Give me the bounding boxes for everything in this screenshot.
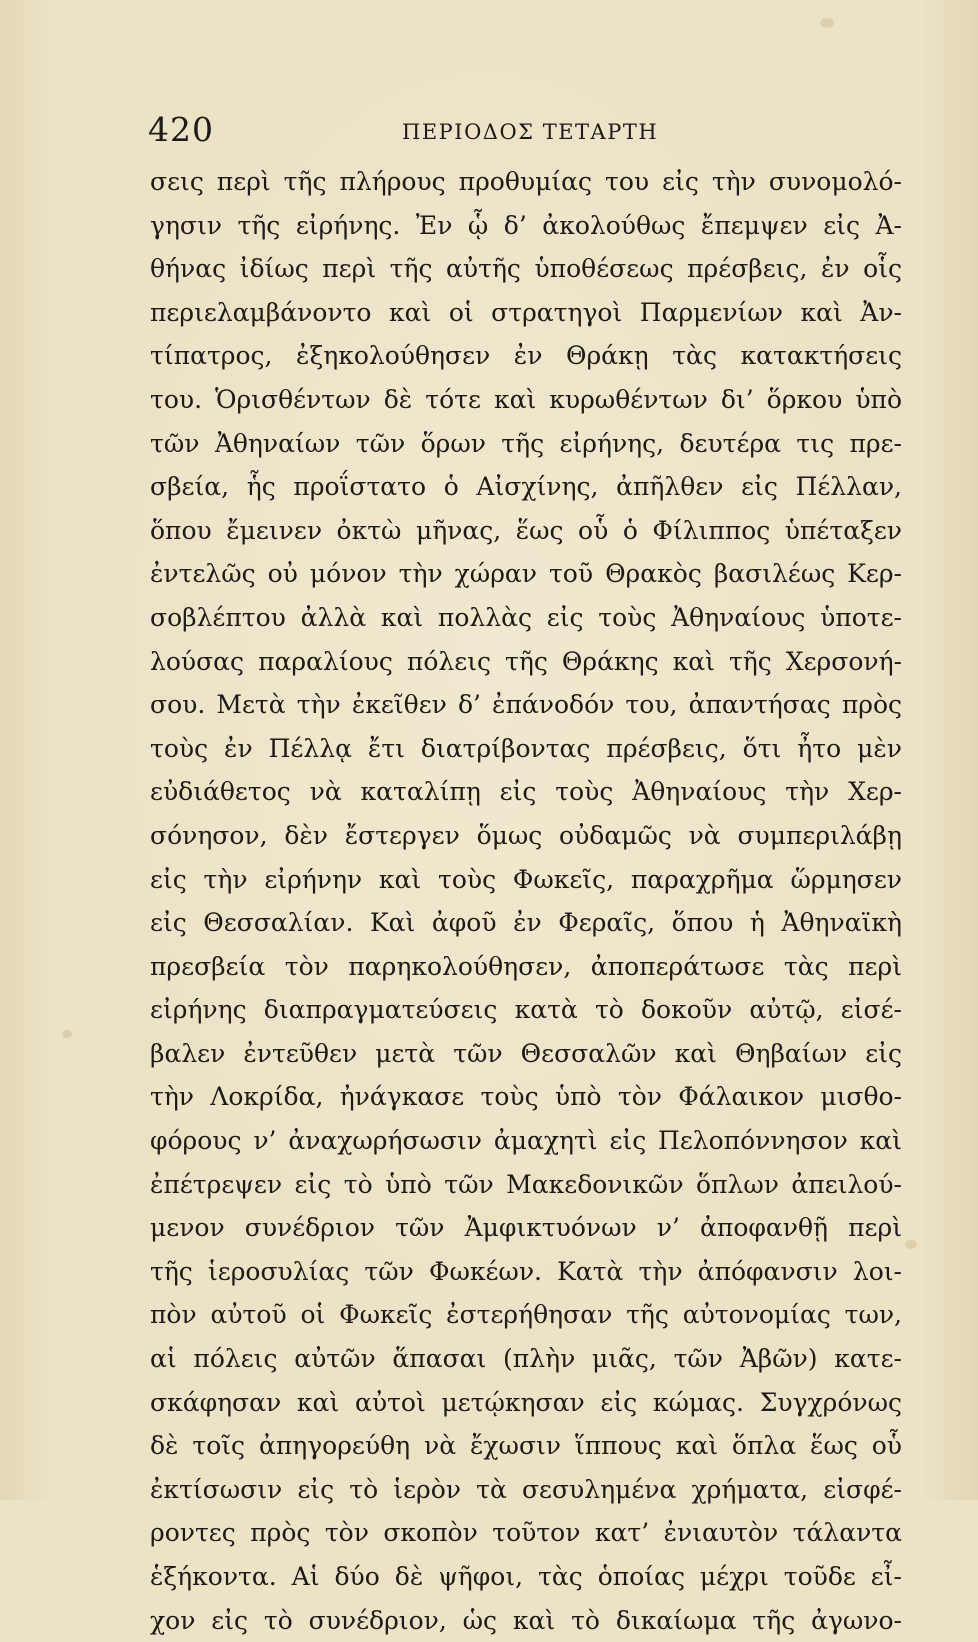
text-line: τίπατρος, ἐξηκολούθησεν ἐν Θράκῃ τὰς κατακτήσεις <box>150 341 902 371</box>
text-line: ἐντελῶς οὐ μόνον τὴν χώραν τοῦ Θρακὸς βασιλέως Κερ- <box>150 559 902 589</box>
text-line: ἑξήκοντα. Αἱ δύο δὲ ψῆφοι, τὰς ὁποίας μέχρι τοῦδε εἶ- <box>150 1562 902 1591</box>
text-line: τῆς ἱεροσυλίας τῶν Φωκέων. Κατὰ τὴν ἀπόφανσιν λοι- <box>150 1256 902 1286</box>
text-line: πρεσβεία τὸν παρηκολούθησεν, ἀποπεράτωσε τὰς περὶ <box>150 951 902 981</box>
text-line: εὐδιάθετος νὰ καταλίπῃ εἰς τοὺς Ἀθηναίους τὴν Χερ- <box>150 777 902 807</box>
body-text <box>150 160 910 1642</box>
text-line: θήνας ἰδίως περὶ τῆς αὐτῆς ὑποθέσεως πρέσβεις, ἐν οἷς <box>150 254 902 284</box>
text-line: ἐπέτρεψεν εἰς τὸ ὑπὸ τῶν Μακεδονικῶν ὅπλων ἀπειλού- <box>150 1169 902 1199</box>
paper-stain <box>820 18 834 28</box>
text-line: ροντες πρὸς τὸν σκοπὸν τοῦτον κατ’ ἐνιαυτὸν τάλαντα <box>150 1518 902 1548</box>
text-line: τοὺς ἐν Πέλλᾳ ἔτι διατρίβοντας πρέσβεις, ὅτι ἦτο μὲν <box>150 733 902 763</box>
text-line: ἐκτίσωσιν εἰς τὸ ἱερὸν τὰ σεσυλημένα χρήματα, εἰσφέ- <box>150 1474 902 1504</box>
running-title: ΠΕΡΙΟΔΟΣ ΤΕΤΑΡΤΗ <box>402 120 659 144</box>
text-line: του. Ὁρισθέντων δὲ τότε καὶ κυρωθέντων δι’ ὅρκου ὑπὸ <box>150 384 902 414</box>
text-line: σου. Μετὰ τὴν ἐκεῖθεν δ’ ἐπάνοδόν του, ἀπαντήσας πρὸς <box>150 690 902 720</box>
text-line: μενον συνέδριον τῶν Ἀμφικτυόνων ν’ ἀποφανθῇ περὶ <box>150 1213 902 1243</box>
paper-stain <box>62 1030 72 1038</box>
text-line: εἰς τὴν εἰρήνην καὶ τοὺς Φωκεῖς, παραχρῆμα ὥρμησεν <box>150 864 902 894</box>
text-line: βαλεν ἐντεῦθεν μετὰ τῶν Θεσσαλῶν καὶ Θηβαίων εἰς <box>150 1038 902 1068</box>
text-line: τὴν Λοκρίδα, ἠνάγκασε τοὺς ὑπὸ τὸν Φάλαικον μισθο- <box>150 1082 902 1112</box>
text-line: σοβλέπτου ἀλλὰ καὶ πολλὰς εἰς τοὺς Ἀθηναίους ὑποτε- <box>150 602 902 632</box>
text-line: πὸν αὐτοῦ οἱ Φωκεῖς ἐστερήθησαν τῆς αὐτονομίας των, <box>150 1300 902 1330</box>
text-line: λούσας παραλίους πόλεις τῆς Θράκης καὶ τῆς Χερσονή- <box>150 646 902 676</box>
text-line: σβεία, ἧς προΐστατο ὁ Αἰσχίνης, ἀπῆλθεν εἰς Πέλλαν, <box>150 472 902 502</box>
text-line: φόρους ν’ ἀναχωρήσωσιν ἀμαχητὶ εἰς Πελοπόννησον καὶ <box>150 1126 902 1156</box>
text-line: περιελαμβάνοντο καὶ οἱ στρατηγοὶ Παρμενίων καὶ Ἀν- <box>150 297 902 327</box>
text-line: αἱ πόλεις αὐτῶν ἅπασαι (πλὴν μιᾶς, τῶν Ἀβῶν) κατε- <box>150 1344 902 1374</box>
text-line: εἰς Θεσσαλίαν. Καὶ ἀφοῦ ἐν Φεραῖς, ὅπου ἡ Ἀθηναϊκὴ <box>150 908 902 938</box>
page-number: 420 <box>148 110 214 149</box>
text-line: χον εἰς τὸ συνέδριον, ὡς καὶ τὸ δικαίωμα τῆς ἀγωνο- <box>150 1605 902 1635</box>
text-line: τῶν Ἀθηναίων τῶν ὅρων τῆς εἰρήνης, δευτέρα τις πρε- <box>150 428 902 458</box>
text-line: σεις περὶ τῆς πλήρους προθυμίας του εἰς τὴν συνομολό- <box>150 167 902 196</box>
text-line: εἰρήνης διαπραγματεύσεις κατὰ τὸ δοκοῦν αὐτῷ, εἰσέ- <box>150 995 902 1025</box>
text-line: σόνησον, δὲν ἔστεργεν ὅμως οὐδαμῶς νὰ συμπεριλάβῃ <box>150 820 902 850</box>
text-line: ὅπου ἔμεινεν ὀκτὼ μῆνας, ἕως οὗ ὁ Φίλιππος ὑπέταξεν <box>150 515 902 545</box>
text-line: γησιν τῆς εἰρήνης. Ἐν ᾧ δ’ ἀκολούθως ἔπεμψεν εἰς Ἀ- <box>150 210 902 240</box>
page-header <box>148 108 848 158</box>
text-line: σκάφησαν καὶ αὐτοὶ μετῴκησαν εἰς κώμας. Συγχρόνως <box>150 1387 902 1417</box>
text-line: δὲ τοῖς ἀπηγορεύθη νὰ ἔχωσιν ἵππους καὶ ὅπλα ἕως οὗ <box>150 1431 902 1461</box>
